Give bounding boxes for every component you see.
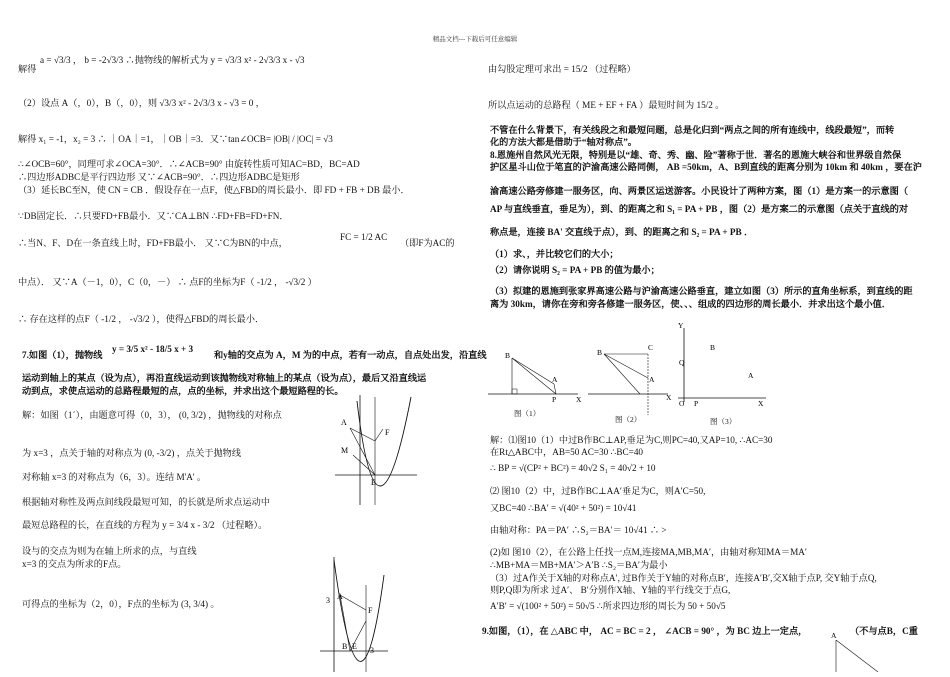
- q8-line-5: 称点是，连接 BA' 交直线于点），到、的距离之和 S₂ = PA + PB ．: [490, 227, 754, 237]
- q7-equation: y = 3/5 x² - 18/5 x + 3: [112, 344, 194, 354]
- left-line-8-tail: （即F为AC的: [400, 238, 455, 248]
- fig-q8-2-x: X: [666, 393, 672, 402]
- q8-question-3b: 离为 30km，请你在旁和旁各修建一服务区，使、、、组成的四边形的周长最小．并求出这个最小值．: [490, 299, 891, 309]
- q7-line-3: 动到点，求使点运动的总路程最短的点，点的坐标，并求出这个最短路程的长。: [22, 386, 344, 396]
- fig-q8-3-q: Q: [679, 358, 685, 367]
- fig-q8-2-b: B: [597, 348, 603, 357]
- left-line-4: ∴∠OCB=60°，同理可求∠OCA=30°．∴∠ACB=90° 由旋转性质可知AC=BD，BC=AD: [18, 159, 360, 169]
- q7-solution-3: 对称轴 x=3 的对称点为（6，3）。连结 M'A' 。: [22, 472, 207, 482]
- parabola-figure-1: [325, 393, 420, 508]
- fig-caption-1: 图（1）: [514, 409, 541, 418]
- left-line-1: a = √3/3 ， b = -2√3/3 ∴抛物线的解析式为 y = √3/3 x² - 2√3/3 x - √3: [40, 55, 305, 65]
- q7-line-2: 运动到轴上的某点（设为点），再沿直线运动到该抛物线对称轴上的某点（设为点），最后又沿直线运: [22, 373, 427, 383]
- fig-q8-3-x: X: [758, 399, 764, 408]
- q8-solution-2: 在Rt△ABC中，AB=50 AC=30 ∴BC=40: [490, 447, 644, 457]
- left-line-1-label: 解得: [18, 64, 37, 74]
- q8-solution-8: ∴MB+MA＝MB+MA′＞A′B ∴S₂＝BA′为最小: [490, 560, 668, 570]
- left-line-6: （3）延长BC至N，使 CN = CB ．假设存在一点F，使△FBD的周长最小．即 FD + FB + DB 最小．: [18, 185, 410, 195]
- q8-solution-11: A′B′ = √(100² + 50²) = 50√5 ∴所求四边形的周长为 50 + 50√5: [490, 601, 726, 611]
- q9-figure: [826, 628, 886, 672]
- q8-question-3a: （3）拟建的恩施到张家界高速公路与沪渝高速公路垂直，建立如图（3）所示的直角坐标系，到直线的距: [490, 286, 913, 296]
- fig-q8-1-p: P: [552, 395, 557, 404]
- q8-solution-6: 由轴对称：PA＝PA′ ∴S₂＝BA′＝ 10√41 ∴ >: [490, 525, 667, 535]
- q8-line-2: 护区星斗山位于笔直的沪渝高速公路同侧， AB =50km，A、B到直线的距离分别为 10km 和 40km ，要在沪: [490, 162, 922, 172]
- page-header: 精品文档---下载后可任意编辑: [432, 36, 518, 43]
- fig-q8-3-b: B: [710, 343, 716, 352]
- right-line-2: 所以点运动的总路程（ ME + EF + FA ）最短时间为 15/2 。: [488, 100, 725, 110]
- left-line-7: ∵DB固定长．∴只要FD+FB最小．又∵CA⊥BN ∴FD+FB=FD+FN．: [18, 211, 289, 221]
- q7-line-1: 和y轴的交点为 A，M 为的中点，若有一动点，自点处出发，沿直线: [214, 350, 487, 360]
- q7-solution-5: 最短总路程的长，在直线的方程为 y = 3/4 x - 3/2 （过程略）。: [22, 520, 268, 530]
- fig-caption-3: 图（3）: [710, 417, 737, 426]
- q8-solution-10: 则P,Q即为所求 过A′、 B′分别作X轴、Y轴的平行线交于点G,: [490, 585, 731, 595]
- fig-q8-3-y: Y: [678, 321, 684, 330]
- right-line-3: 不管在什么背景下，有关线段之和最短问题，总是化归到“两点之间的所有连线中，线段最短”，而转: [490, 125, 895, 135]
- fig-caption-2: 图（2）: [615, 415, 642, 424]
- left-line-10: ∴ 存在这样的点F（ -1/2 ， -√3/2 ），使得△FBD的周长最小．: [18, 314, 265, 324]
- fig-q8-2-c: C: [648, 343, 654, 352]
- q7-intro: 7.如图（1），抛物线: [22, 350, 103, 360]
- fig-q8-1-b: B: [505, 351, 511, 360]
- q7-solution-1: 解：如图（1ˊ），由题意可得（0，3）， (0, 3/2) ，抛物线的对称点: [22, 410, 282, 420]
- q8-solution-9: （3）过A作关于X轴的对称点A′, 过B作关于Y轴的对称点B′，连接A′B′,交X轴于点P, 交Y轴于点Q,: [490, 573, 877, 583]
- fig-q8-2-a: A: [649, 375, 655, 384]
- parabola-figure-2: [320, 555, 390, 672]
- q7-solution-7: x=3 的交点为所求的F点。: [22, 559, 127, 569]
- fig2-label-f: F: [368, 606, 373, 615]
- left-line-2: （2）设点 A（，0），B（，0），则 √3/3 x² - 2√3/3 x - √3 = 0 ，: [18, 98, 265, 108]
- right-line-4: 化的方法大都是借助于“轴对称点”。: [490, 137, 637, 147]
- right-line-1: 由勾股定理可求出 = 15/2 （过程略）: [488, 64, 636, 74]
- fig-q9-a: A: [831, 631, 837, 640]
- q7-solution-6: 设与的交点为则为在轴上所求的点，与直线: [22, 546, 197, 556]
- q8-solution-3: ∴ BP = √(CP² + BC²) = 40√2 S₁ = 40√2 + 10: [490, 463, 656, 473]
- fig1-label-a: A: [341, 418, 347, 427]
- q9-line-1: 9.如图，（1），在 △ABC 中， AC = BC = 2 ， ∠ACB = 90° ，为 BC 边上一定点，: [482, 626, 808, 636]
- q7-solution-4: 根据轴对称性及两点间线段最短可知，的长就是所求点运动中: [22, 497, 271, 507]
- fig1-label-e: E: [371, 478, 376, 487]
- fig2-label-3: 3: [326, 596, 330, 605]
- left-line-3: 解得 x₁ = -1，x₂ = 3 ∴ ｜OA｜=1，｜OB｜=3．又∵tan∠OCB= |OB| / |OC| = √3: [18, 134, 333, 144]
- q8-solution-4: ⑵ 图10（2）中，过B作BC⊥AA′垂足为C，则A′C=50,: [490, 486, 706, 496]
- fig-q8-1-x: X: [576, 395, 582, 404]
- fig2-label-e: E: [352, 642, 357, 651]
- q9-line-1-tail: （不与点B，C重: [850, 626, 918, 636]
- fig-q8-3-o: O: [679, 399, 685, 408]
- left-line-9: 中点）． 又∵A（－1，0），C（0，－） ∴ 点F的坐标为F（ -1/2 ， -√3/2 ）: [18, 277, 317, 287]
- q8-line-3: 渝高速公路旁修建一服务区，向、两景区运送游客。小民设计了两种方案，图（1）是方案一的示意图（: [490, 186, 909, 196]
- q8-line-1: 8.恩施州自然风光无限，特别是以“雄、奇、秀、幽、险”著称于世．著名的恩施大峡谷和世界级自然保: [490, 150, 902, 160]
- q8-question-1: （1）求、，并比较它们的大小；: [490, 249, 619, 259]
- fig1-label-m: M: [341, 446, 349, 455]
- q7-solution-8: 可得点的坐标为（2，0），F点的坐标为 (3, 3/4) 。: [22, 599, 220, 609]
- q8-solution-1: 解：⑴图10（1）中过B作BC⊥AP,垂足为C,则PC=40,又AP=10, ∴AC=30: [490, 435, 773, 445]
- fig2-label-a: A: [337, 592, 343, 601]
- left-line-8-formula: FC = 1/2 AC: [340, 232, 388, 242]
- left-line-8: ∴当N、F、D在一条直线上时，FD+FB最小． 又∵C为BN的中点，: [18, 238, 288, 248]
- q8-question-2: （2）请你说明 S₂ = PA + PB 的值为最小；: [490, 265, 660, 275]
- left-line-5: ∴四边形ADBC是平行四边形 又∵∠ACB=90°．∴四边形ADBC是矩形: [18, 172, 300, 182]
- fig-q8-3-p: P: [694, 399, 699, 408]
- q8-solution-5: 又BC=40 ∴BA′ = √(40² + 50²) = 10√41: [490, 503, 637, 513]
- fig2-label-3b: 3: [370, 646, 374, 655]
- fig1-label-f: F: [385, 428, 390, 437]
- q7-solution-2: 为 x=3 ，点关于轴的对称点为 (0, -3/2) ，点关于抛物线: [22, 448, 242, 458]
- fig-q8-1-a: A: [552, 375, 558, 384]
- q8-solution-7: (2)如 图10（2），在公路上任找一点M,连接MA,MB,MA′，由轴对称知MA＝MA′: [490, 547, 807, 557]
- fig2-label-b: B: [342, 642, 348, 651]
- q8-line-4: AP 与直线垂直，垂足为），到、的距离之和 S₁ = PA + PB ，图（2）是方案二的示意图（点关于直线的对: [490, 204, 909, 214]
- fig-q8-3-a: A: [748, 371, 754, 380]
